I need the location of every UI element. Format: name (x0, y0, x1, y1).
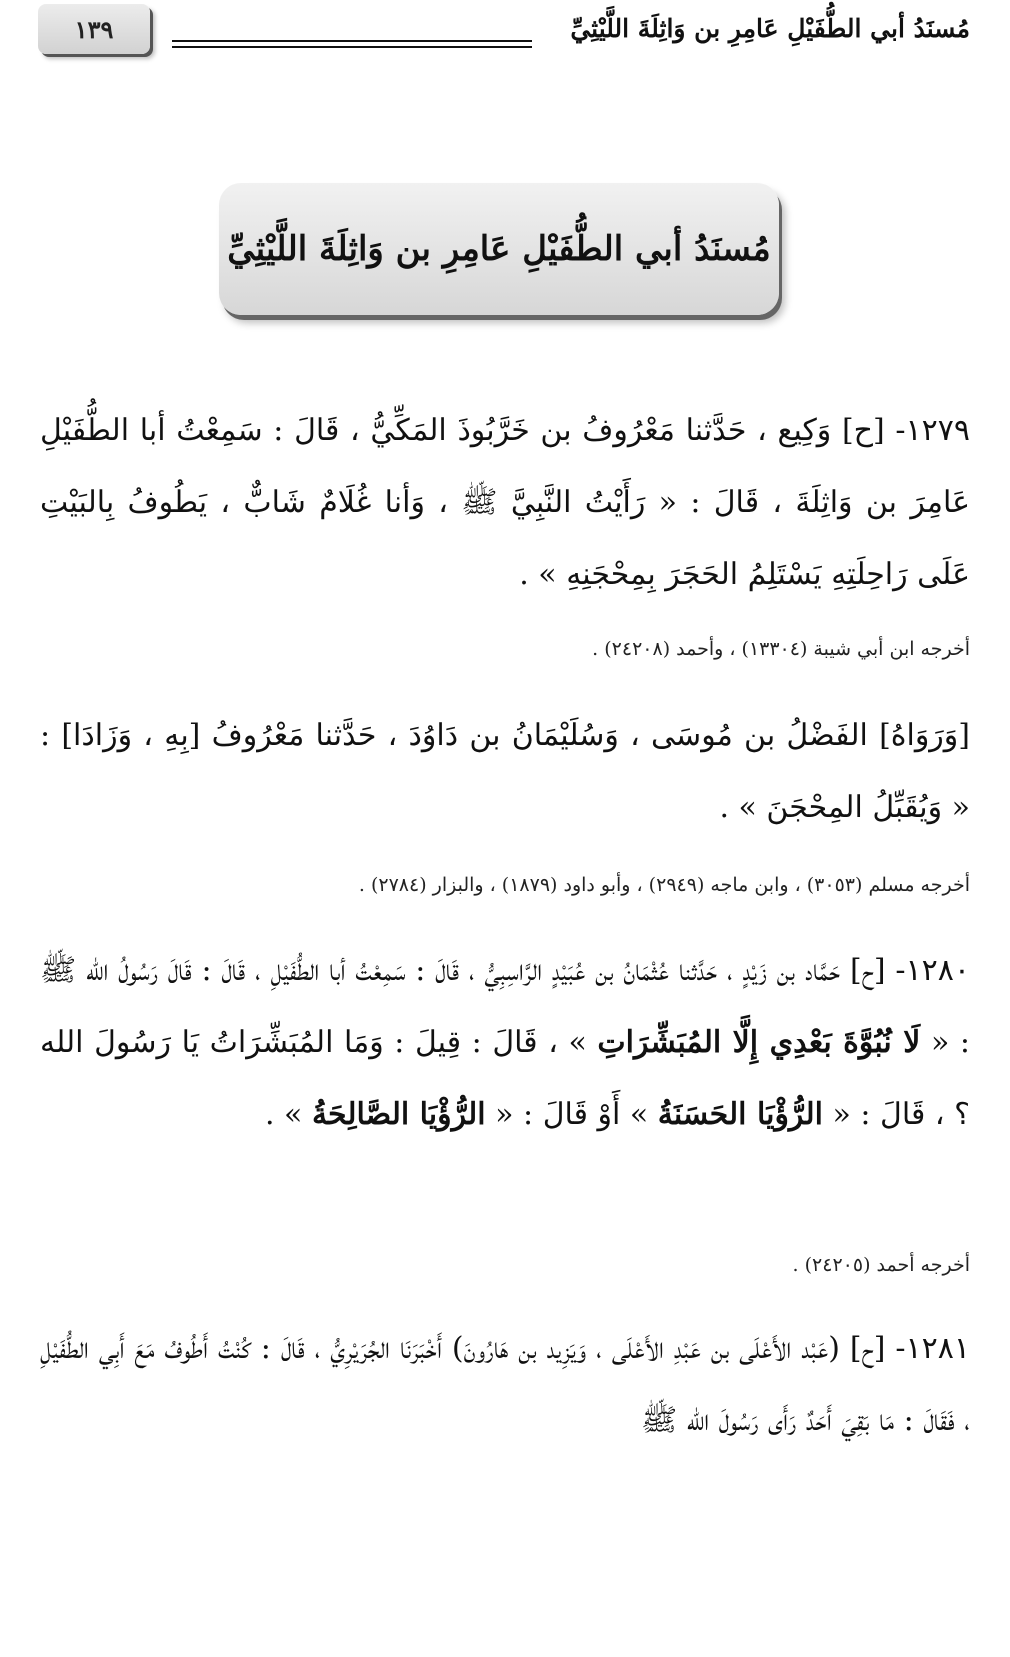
running-title: مُسنَدُ أبي الطُّفَيْلِ عَامِرِ بن وَاثِلَةَ اللَّيْثِيِّ (570, 14, 970, 43)
text-run: ١٢٨٠- [ح] حَمَّاد بن زَيْدٍ ، حَدَّثنا عُثْمَانُ بن عُبَيْدٍ الرَّاسِبِيُّ ، قَالَ : سَمِعْتُ أبا الطُّفَيْلِ ، قَالَ : قَالَ رَسُولُ الله ﷺ : « (40, 953, 971, 1060)
text-run: » أَوْ قَالَ : « (485, 1097, 658, 1132)
hadith-text: ١٢٨١- [ح] (عَبْد الأَعْلَى بن عَبْدِ الأَعْلَى ، وَيَزِيد بن هَارُونَ) أَخْبَرَنَا الجُرَيْرِيُّ ، قَالَ : كُنْتُ أَطُوفُ مَعَ أَبِي الطُّفَيْلِ ، فَقَالَ : مَا بَقِيَ أَحَدٌ رَأَى رَسُولَ الله ﷺ (40, 1331, 970, 1438)
hadith-text: ١٢٧٩- [ح] وَكِيع ، حَدَّثنا مَعْرُوفُ بن خَرَّبُوذَ المَكِّيُّ ، قَالَ : سَمِعْتُ أبا الطُّفَيْلِ عَامِرَ بن وَاثِلَةَ ، قَالَ : « رَأَيْتُ النَّبِيَّ ﷺ ، وَأنا غُلَامٌ شَابٌّ ، يَطُوفُ بِالبَيْتِ عَلَى رَاحِلَتِهِ يَسْتَلِمُ الحَجَرَ بِمِحْجَنِهِ » . (40, 413, 970, 592)
prophetic-saying: الرُّؤْيَا الصَّالِحَةُ (311, 1097, 486, 1132)
hadith-1281 (40, 1313, 970, 1457)
page-number: ١٣٩ (74, 14, 114, 44)
takhrij-variant (40, 861, 970, 905)
page-header (0, 0, 1010, 70)
text-run: » ، قَالَ : قِيلَ : وَمَا المُبَشِّرَاتُ يَا رَسُولَ الله ؟ ، قَالَ : « (40, 1025, 970, 1132)
prophetic-saying: لَا نُبُوَّةَ بَعْدِي إِلَّا المُبَشِّرَاتِ (597, 1025, 921, 1060)
takhrij-note: أخرجه ابن أبي شيبة (١٣٣٠٤) ، وأحمد (٢٤٢٠٨) . (592, 638, 970, 660)
header-rule (172, 46, 532, 48)
takhrij-1280 (40, 1241, 970, 1285)
page-number-tab (38, 4, 150, 54)
prophetic-saying: الرُّؤْيَا الحَسَنَةُ (657, 1097, 823, 1132)
text-run: » . (264, 1097, 312, 1132)
hadith-1279 (40, 395, 970, 611)
hadith-1280 (40, 935, 970, 1151)
variant-narration (40, 700, 970, 844)
header-rule (172, 40, 532, 42)
section-title-box (219, 183, 779, 315)
takhrij-note: أخرجه مسلم (٣٠٥٣) ، وابن ماجه (٢٩٤٩) ، وأبو داود (١٨٧٩) ، والبزار (٢٧٨٤) . (358, 874, 970, 896)
takhrij-1279 (40, 625, 970, 669)
section-title: مُسنَدُ أبي الطُّفَيْلِ عَامِرِ بن وَاثِلَةَ اللَّيْثِيِّ (227, 229, 771, 269)
takhrij-note: أخرجه أحمد (٢٤٢٠٥) . (792, 1254, 970, 1276)
hadith-text (40, 935, 970, 1151)
variant-text: [وَرَوَاهُ] الفَضْلُ بن مُوسَى ، وَسُلَيْمَانُ بن دَاوُدَ ، حَدَّثنا مَعْرُوفُ [بِهِ ، وَزَادَا] : « وَيُقَبِّلُ المِحْجَنَ » . (40, 718, 970, 825)
